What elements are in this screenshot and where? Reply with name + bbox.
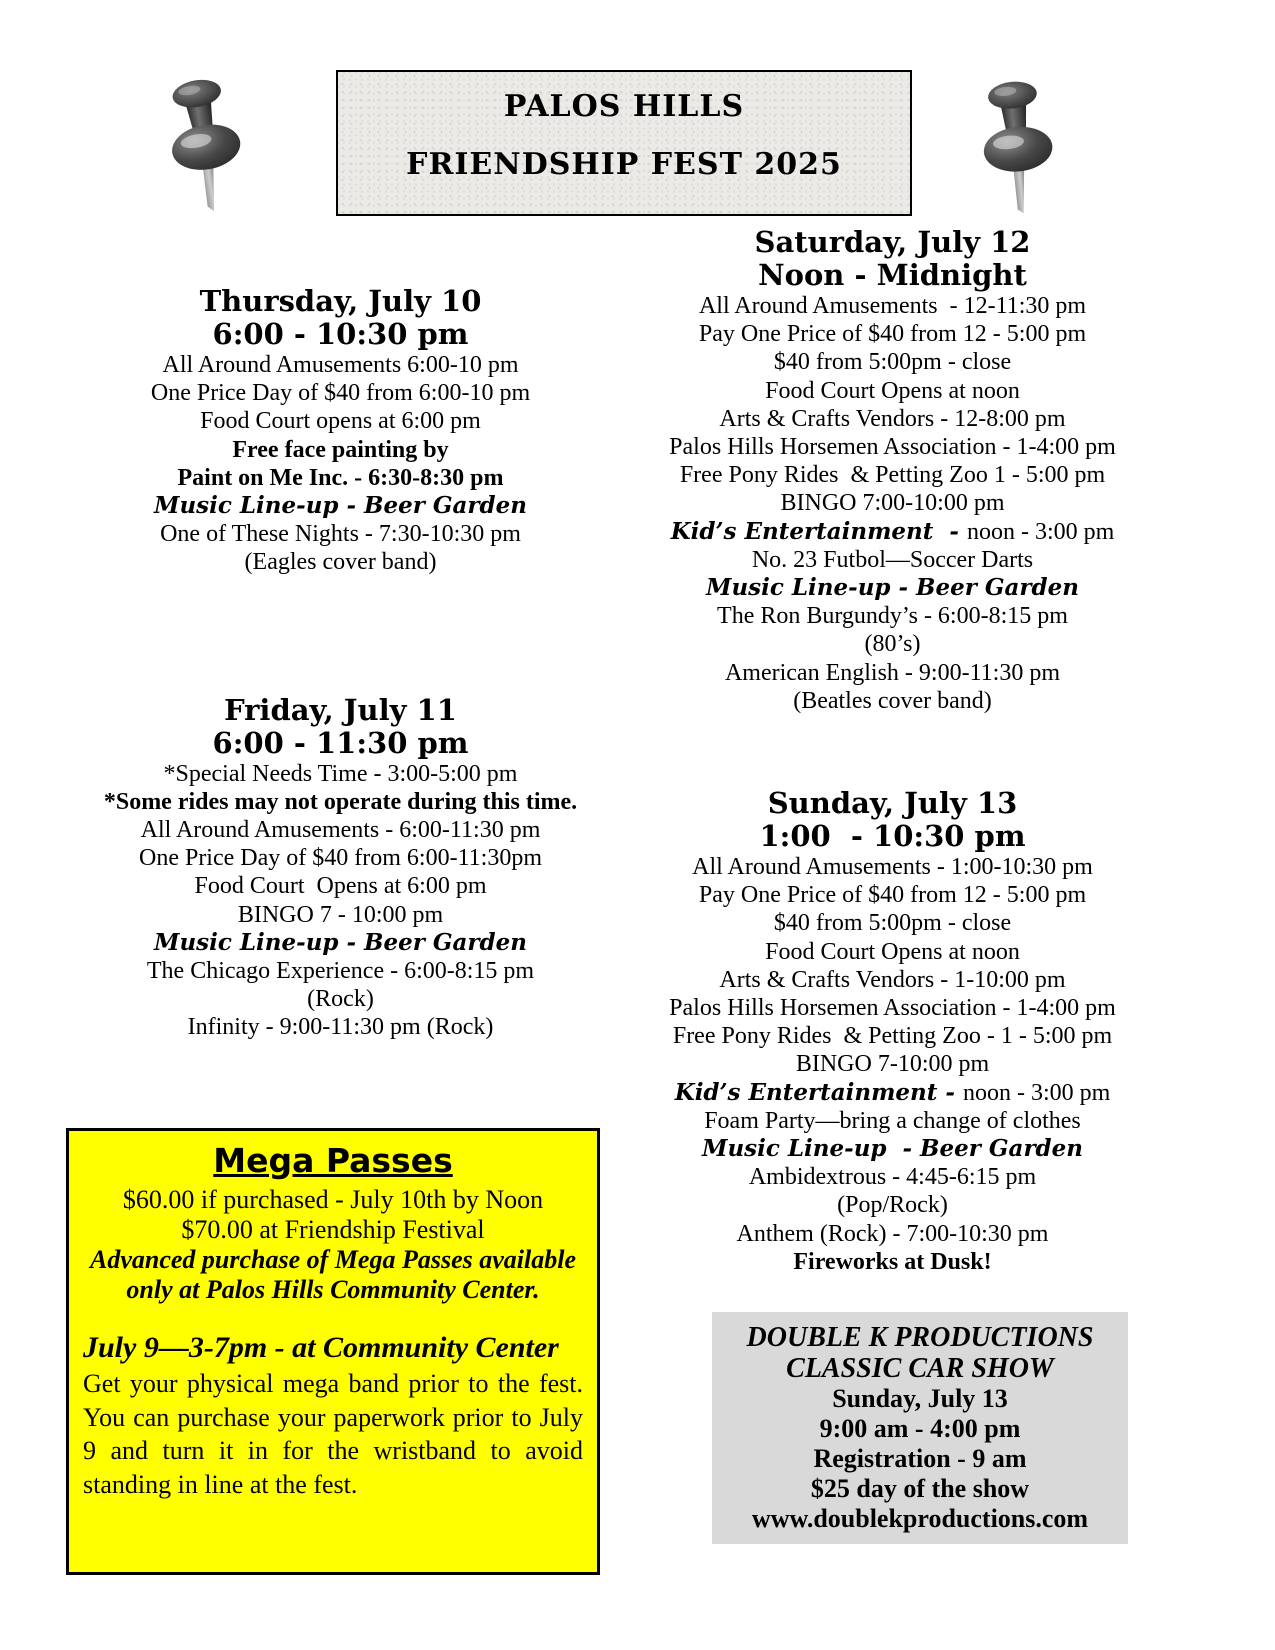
event-line: (80’s) [864,631,921,658]
day-title: Sunday, July 13 [767,786,1018,821]
event-line: $40 from 5:00pm - close [773,910,1012,937]
event-line: Paint on Me Inc. - 6:30-8:30 pm [177,464,504,491]
event-line: Food Court Opens at noon [765,938,1020,965]
mega-passes-subtitle: July 9—3-7pm - at Community Center [83,1331,559,1364]
mega-passes-title: Mega Passes [213,1141,453,1180]
event-line: One Price Day of $40 from 6:00-11:30pm [138,845,543,872]
event-line: BINGO 7 - 10:00 pm [237,901,444,928]
event-line: All Around Amusements 6:00-10 pm [162,352,519,378]
event-line: Arts & Crafts Vendors - 1-10:00 pm [719,966,1066,993]
event-line: Arts & Crafts Vendors - 12-8:00 pm [719,405,1066,432]
car-show-box [712,1312,1128,1544]
mega-passes-note: Advanced purchase of Mega Passes available only at Palos Hills Community Center. [89,1245,576,1304]
car-show-price: $25 day of the show [810,1474,1030,1503]
event-line: Palos Hills Horsemen Association - 1-4:00 pm [669,434,1116,461]
event-line: (Eagles cover band) [244,549,437,576]
event-line: (Beatles cover band) [793,687,992,714]
event-line: No. 23 Futbol—Soccer Darts [751,546,1034,573]
car-show-registration: Registration - 9 am [813,1444,1027,1473]
thursday-section [78,285,603,577]
pushpin-icon [150,74,262,216]
header-banner [336,70,912,216]
fest-title-line1: PALOS HILLS [503,89,745,124]
event-line: One Price Day of $40 from 6:00-10 pm [150,380,531,407]
event-line-text: noon - 3:00 pm [966,518,1115,545]
fireworks-line: Fireworks at Dusk! [793,1248,992,1275]
pushpin-icon [962,76,1074,218]
event-line: All Around Amusements - 12-11:30 pm [698,293,1087,319]
day-title: Saturday, July 12 [754,225,1031,259]
event-line: Foam Party—bring a change of clothes [704,1107,1081,1134]
event-line-text: noon - 3:00 pm [962,1079,1111,1106]
music-lineup-heading: Music Line-up - Beer Garden [706,574,1079,602]
kids-entertainment-line [635,518,1150,546]
event-line: All Around Amusements - 1:00-10:30 pm [692,854,1093,881]
car-show-hours: 9:00 am - 4:00 pm [819,1414,1021,1443]
day-time: 6:00 - 11:30 pm [212,725,469,760]
event-line-emphasis: Kid’s Entertainment - [670,517,967,545]
event-line: Palos Hills Horsemen Association - 1-4:00 pm [669,995,1116,1022]
day-time: 6:00 - 10:30 pm [212,317,469,351]
event-line: Pay One Price of $40 from 12 - 5:00 pm [698,882,1087,909]
event-line: Food Court Opens at 6:00 pm [194,873,487,900]
mega-passes-box [66,1128,600,1575]
event-line: Free Pony Rides & Petting Zoo - 1 - 5:00 pm [672,1023,1113,1050]
event-line-emphasis: Kid’s Entertainment - [674,1078,963,1106]
car-show-title-line1: DOUBLE K PRODUCTIONS [746,1322,1094,1353]
event-line: The Chicago Experience - 6:00-8:15 pm [146,958,535,985]
event-line: Free Pony Rides & Petting Zoo 1 - 5:00 pm [679,462,1106,489]
event-line: Infinity - 9:00-11:30 pm (Rock) [187,1014,494,1041]
event-line: Ambidextrous - 4:45-6:15 pm [748,1164,1037,1191]
event-line: $40 from 5:00pm - close [773,349,1012,376]
event-line: Pay One Price of $40 from 12 - 5:00 pm [698,321,1087,348]
event-line: One of These Nights - 7:30-10:30 pm [160,521,521,548]
day-time: Noon - Midnight [758,258,1027,292]
car-show-date: Sunday, July 13 [832,1384,1008,1413]
event-line: Food Court opens at 6:00 pm [200,408,481,435]
event-line: The Ron Burgundy’s - 6:00-8:15 pm [717,603,1068,630]
event-line: All Around Amusements - 6:00-11:30 pm [140,817,541,844]
car-show-title-line2: CLASSIC CAR SHOW [786,1353,1054,1384]
music-lineup-heading: Music Line-up - Beer Garden [154,928,527,956]
event-line: Anthem (Rock) - 7:00-10:30 pm [736,1220,1049,1247]
fest-title-line2: FRIENDSHIP FEST 2025 [406,147,842,182]
event-line: BINGO 7-10:00 pm [795,1051,990,1078]
kids-entertainment-line [635,1079,1150,1107]
event-line: (Pop/Rock) [837,1192,948,1219]
music-lineup-heading: Music Line-up - Beer Garden [702,1135,1083,1163]
friday-section [78,694,603,1042]
mega-passes-price-line: $60.00 if purchased - July 10th by Noon [122,1185,544,1214]
right-column [635,226,1150,1276]
saturday-section [635,226,1150,715]
event-line: BINGO 7:00-10:00 pm [780,490,1005,517]
event-line: *Some rides may not operate during this time. [103,788,578,815]
day-time: 1:00 - 10:30 pm [759,819,1026,854]
music-lineup-heading: Music Line-up - Beer Garden [154,492,527,520]
mega-passes-price-line: $70.00 at Friendship Festival [181,1215,485,1244]
event-line: *Special Needs Time - 3:00-5:00 pm [163,760,518,787]
event-line: Food Court Opens at noon [765,377,1020,404]
mega-passes-paragraph: Get your physical mega band prior to the fest. You can purchase your paperwork prior to July 9 and turn it in for the wristband to avoid standing in line at the fest. [83,1369,583,1499]
event-line: American English - 9:00-11:30 pm [724,659,1061,686]
left-column [78,285,603,1042]
event-line: Free face painting by [232,436,449,463]
day-title: Thursday, July 10 [199,284,482,318]
day-title: Friday, July 11 [224,692,457,727]
sunday-section [635,787,1150,1276]
car-show-website: www.doublekproductions.com [751,1504,1089,1533]
event-line: (Rock) [307,986,374,1013]
